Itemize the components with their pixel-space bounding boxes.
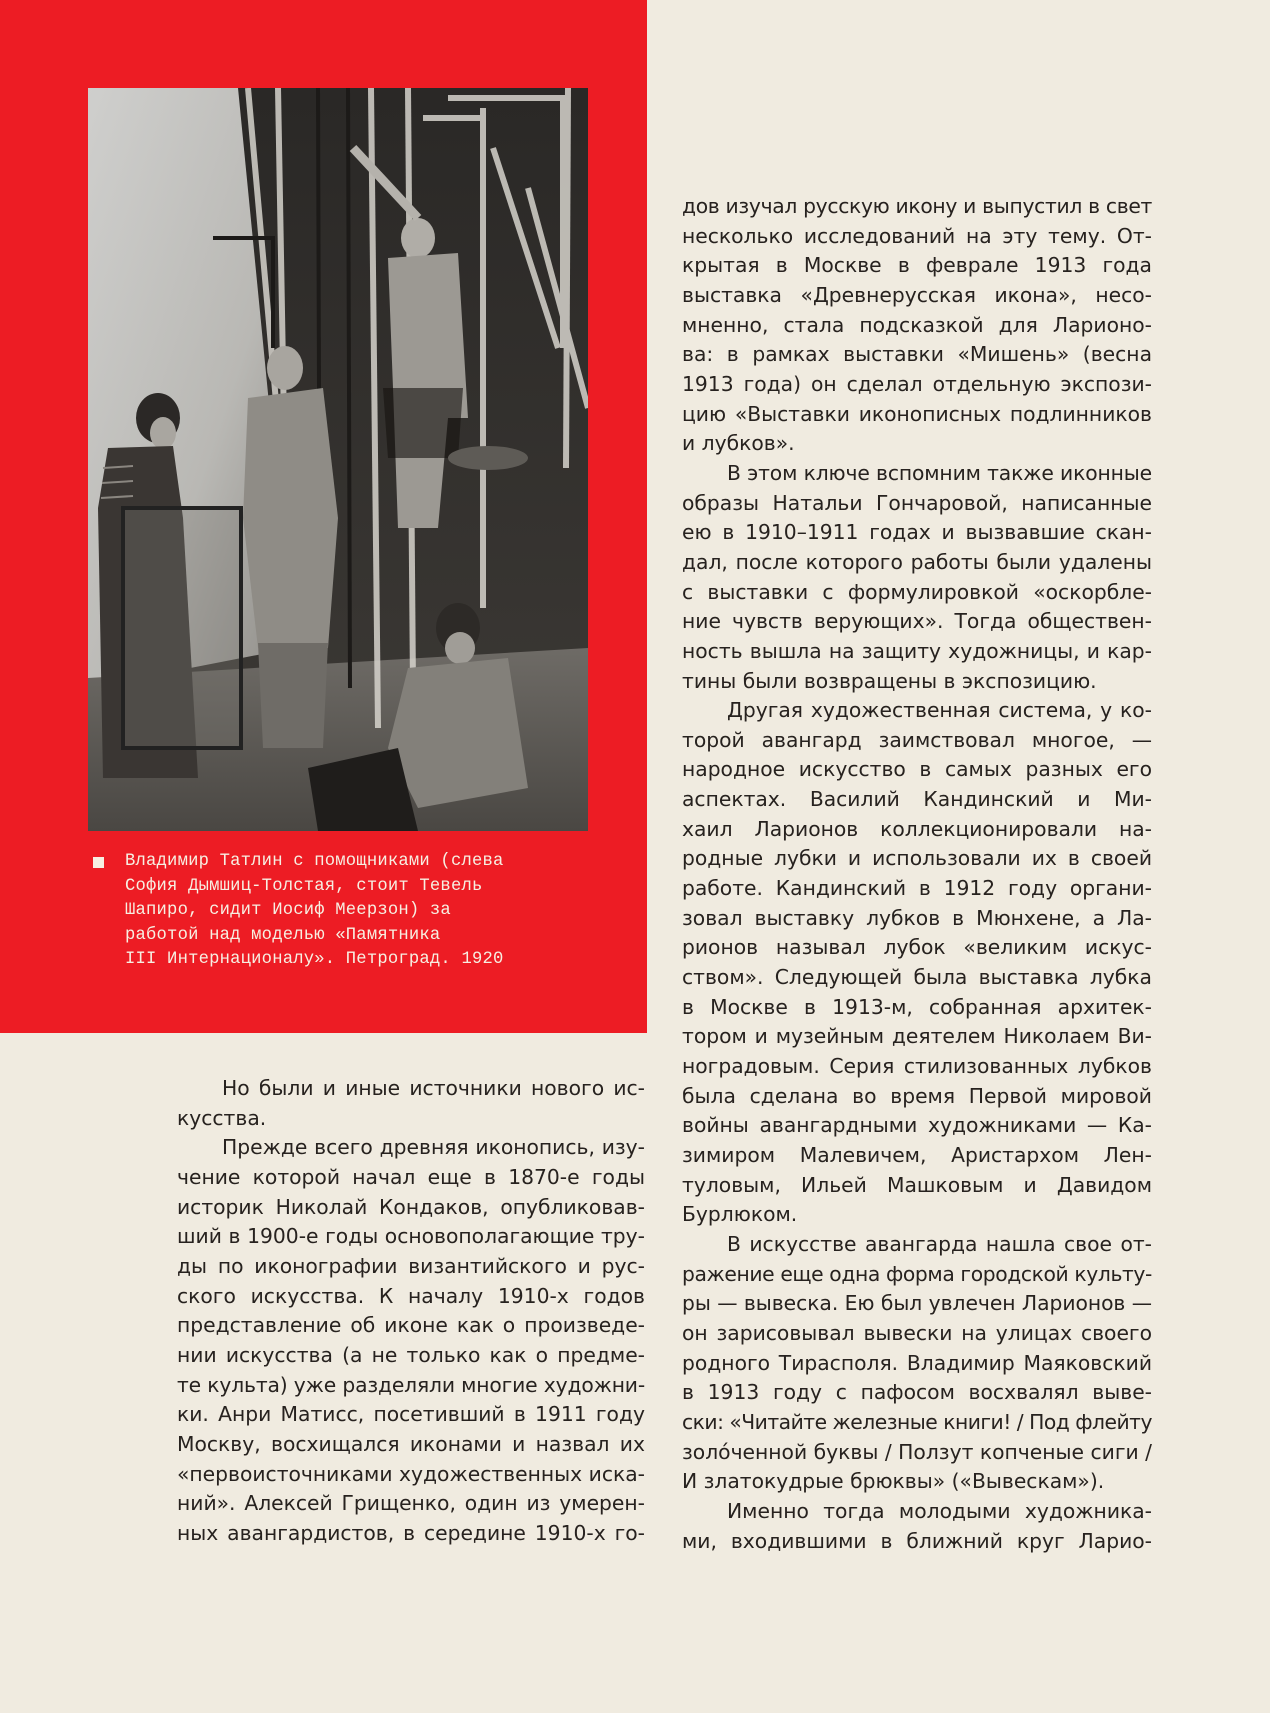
- text-line: И златокудрые брюквы» («Вывескам»).: [682, 1469, 1105, 1494]
- text-line: ством». Следующей была выставка лубка: [682, 965, 1152, 990]
- text-line: ды по иконографии византийского и рус-: [177, 1253, 645, 1278]
- text-line: те культа) уже разделяли многие художни-: [177, 1372, 645, 1397]
- text-line: туловым, Ильей Машковым и Давидом: [682, 1172, 1152, 1197]
- text-line: в 1913 году с пафосом восхвалял выве-: [682, 1380, 1152, 1405]
- caption-line: III Интернационалу». Петроград. 1920: [125, 950, 504, 970]
- caption-line: Шапиро, сидит Иосиф Меерзон) за: [125, 901, 451, 921]
- text-line: и лубков».: [682, 431, 795, 456]
- text-line: была сделана во время Первой мировой: [682, 1083, 1152, 1108]
- text-line: аспектах. Василий Кандинский и Ми-: [682, 787, 1152, 812]
- text-line: ных авангардистов, в середине 1910-х го-: [177, 1520, 645, 1545]
- text-line: Именно тогда молодыми художника-: [727, 1498, 1152, 1523]
- text-line: золóченной буквы / Ползут копченые сиги /: [682, 1439, 1152, 1464]
- photo-image: [88, 88, 588, 831]
- text-line: ший в 1900-е годы основополагающие тру-: [177, 1224, 645, 1249]
- text-line: ность вышла на защиту художницы, и кар-: [682, 638, 1152, 663]
- text-line: дов изучал русскую икону и выпустил в свет: [682, 194, 1152, 218]
- square-bullet-icon: [93, 857, 104, 868]
- text-line: ею в 1910–1911 годах и вызвавшие скан-: [682, 520, 1152, 545]
- text-line: ноградовым. Серия стилизованных лубков: [682, 1054, 1152, 1079]
- text-line: ски: «Читайте железные книги! / Под флейту: [682, 1409, 1152, 1434]
- text-line: тины были возвращены в экспозицию.: [682, 668, 1097, 693]
- text-line: он зарисовывал вывески на улицах своего: [682, 1320, 1152, 1345]
- text-line: хаил Ларионов коллекционировали на-: [682, 816, 1152, 841]
- text-line: ского искусства. К началу 1910-х годов: [177, 1283, 645, 1308]
- text-line: Другая художественная система, у ко-: [727, 698, 1152, 723]
- body-text-left-column: [177, 1074, 645, 1549]
- caption-line: София Дымшиц-Толстая, стоит Тевель: [125, 876, 483, 896]
- text-line: зовал выставку лубков в Мюнхене, а Ла-: [682, 905, 1152, 930]
- body-text-right-column: [682, 192, 1152, 1556]
- text-line: цию «Выставки иконописных подлинников: [682, 401, 1152, 426]
- caption-text: [125, 850, 612, 973]
- text-line: В этом ключе вспомним также иконные: [727, 460, 1152, 485]
- text-line: историк Николай Кондаков, опубликовав-: [177, 1194, 645, 1219]
- text-line: родного Тирасполя. Владимир Маяковский: [682, 1350, 1152, 1375]
- text-line: Москву, восхищался иконами и назвал их: [177, 1431, 645, 1456]
- text-line: Прежде всего древняя иконопись, изу-: [222, 1135, 645, 1160]
- text-line: в Москве в 1913-м, собранная архитек-: [682, 994, 1152, 1019]
- text-line: мненно, стала подсказкой для Ларионо-: [682, 312, 1152, 337]
- text-line: крытая в Москве в феврале 1913 года: [682, 253, 1152, 278]
- text-line: ние чувств верующих». Тогда обществен-: [682, 609, 1152, 634]
- text-line: «первоисточниками художественных иска-: [177, 1461, 645, 1486]
- text-line: В искусстве авангарда нашла свое от-: [727, 1231, 1152, 1256]
- text-line: чение которой начал еще в 1870-е годы: [177, 1164, 645, 1189]
- text-line: ми, входившими в ближний круг Ларио-: [682, 1528, 1152, 1553]
- text-line: ры — вывеска. Ею был увлечен Ларионов —: [682, 1291, 1152, 1316]
- text-line: ва: в рамках выставки «Мишень» (весна: [682, 342, 1152, 367]
- text-line: народное искусство в самых разных его: [682, 757, 1152, 782]
- text-line: работе. Кандинский в 1912 году органи-: [682, 876, 1152, 901]
- text-line: войны авангардными художниками — Ка-: [682, 1113, 1152, 1138]
- text-line: дал, после которого работы были удалены: [682, 549, 1152, 574]
- text-line: торой авангард заимствовал многое, —: [682, 727, 1152, 752]
- text-line: образы Натальи Гончаровой, написанные: [682, 490, 1152, 515]
- text-line: несколько исследований на эту тему. От-: [682, 223, 1152, 248]
- caption-line: работой над моделью «Памятника: [125, 925, 441, 945]
- caption-line: Владимир Татлин с помощниками (слева: [125, 852, 504, 871]
- text-line: родные лубки и использовали их в своей: [682, 846, 1152, 871]
- photo-tatlin-workshop: [88, 88, 588, 831]
- text-line: зимиром Малевичем, Аристархом Лен-: [682, 1143, 1152, 1167]
- text-line: рионов называл лубок «великим искус-: [682, 935, 1152, 960]
- text-line: с выставки с формулировкой «оскорбле-: [682, 579, 1152, 604]
- photo-caption: [92, 850, 612, 973]
- text-line: кусства.: [177, 1105, 267, 1130]
- text-line: 1913 года) он сделал отдельную экспози-: [682, 371, 1152, 396]
- text-line: тором и музейным деятелем Николаем Ви-: [682, 1024, 1152, 1049]
- text-line: представление об иконе как о произведе-: [177, 1313, 645, 1338]
- text-line: выставка «Древнерусская икона», несо-: [682, 282, 1152, 307]
- text-line: Бурлюком.: [682, 1202, 798, 1227]
- text-line: нии искусства (а не только как о предме-: [177, 1342, 645, 1367]
- text-line: ки. Анри Матисс, посетивший в 1911 году: [177, 1402, 645, 1427]
- text-line: ний». Алексей Грищенко, один из умерен-: [177, 1491, 645, 1516]
- text-line: Но были и иные источники нового ис-: [222, 1076, 645, 1100]
- text-line: ражение еще одна форма городской культу-: [682, 1261, 1152, 1286]
